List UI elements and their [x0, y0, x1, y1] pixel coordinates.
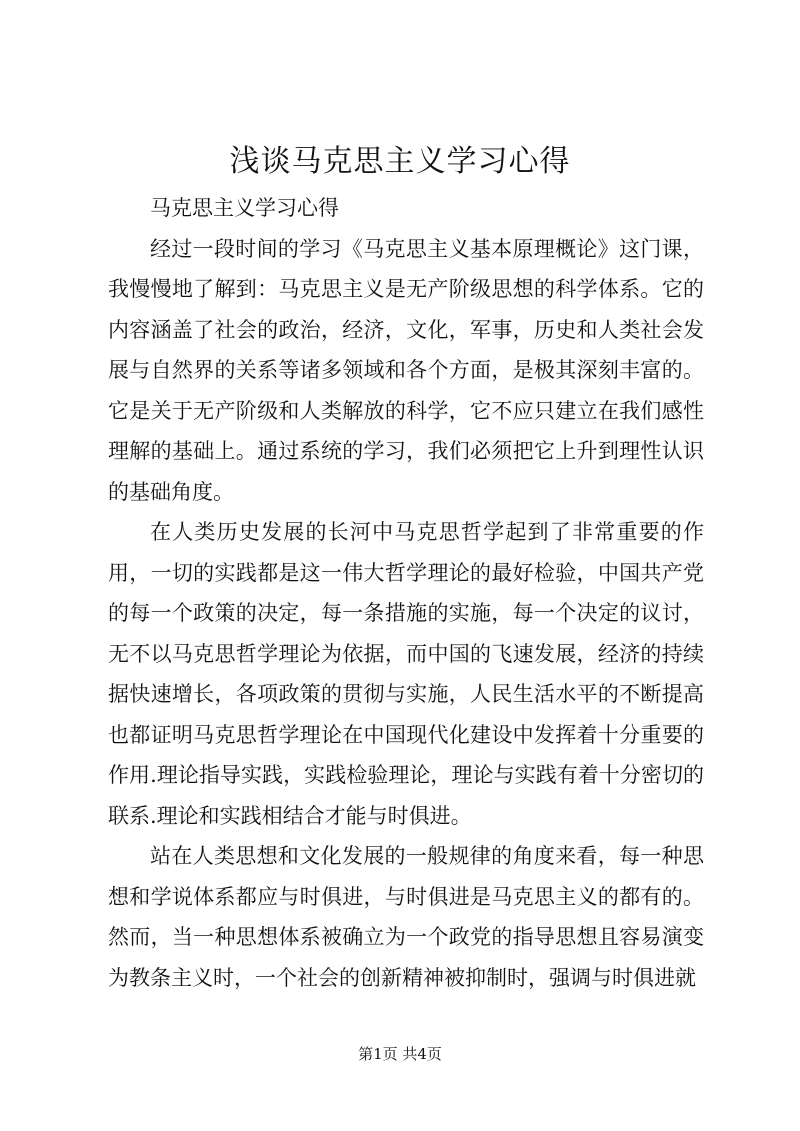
document-title: 浅谈马克思主义学习心得	[229, 144, 571, 179]
paragraph-subtitle: 马克思主义学习心得	[150, 196, 339, 220]
page-footer: 第1页 共4页	[358, 1045, 442, 1063]
paragraph-3: 站在人类思想和文化发展的一般规律的角度来看，每一种思想和学说体系都应与时俱进，与时俱进是马克思主义的都有的。然而，当一种思想体系被确立为一个政党的指导思想且容易演变为教条主义时，一个社会的创新精神被抑制时，强调与时俱进就	[108, 844, 704, 990]
document-body	[108, 188, 704, 998]
paragraph-1: 经过一段时间的学习《马克思主义基本原理概论》这门课，我慢慢地了解到：马克思主义是无产阶级思想的科学体系。它的内容涵盖了社会的政治，经济，文化，军事，历史和人类社会发展与自然界的关系等诸多领域和各个方面，是极其深刻丰富的。它是关于无产阶级和人类解放的科学，它不应只建立在我们感性理解的基础上。通过系统的学习，我们必须把它上升到理性认识的基础角度。	[108, 236, 704, 504]
paragraph-2: 在人类历史发展的长河中马克思哲学起到了非常重要的作用，一切的实践都是这一伟大哲学理论的最好检验，中国共产党的每一个政策的决定，每一条措施的实施，每一个决定的议讨，无不以马克思哲学理论为依据，而中国的飞速发展，经济的持续据快速增长，各项政策的贯彻与实施，人民生活水平的不断提高也都证明马克思哲学理论在中国现代化建设中发挥着十分重要的作用.理论指导实践，实践检验理论，理论与实践有着十分密切的联系.理论和实践相结合才能与时俱进。	[108, 520, 704, 828]
